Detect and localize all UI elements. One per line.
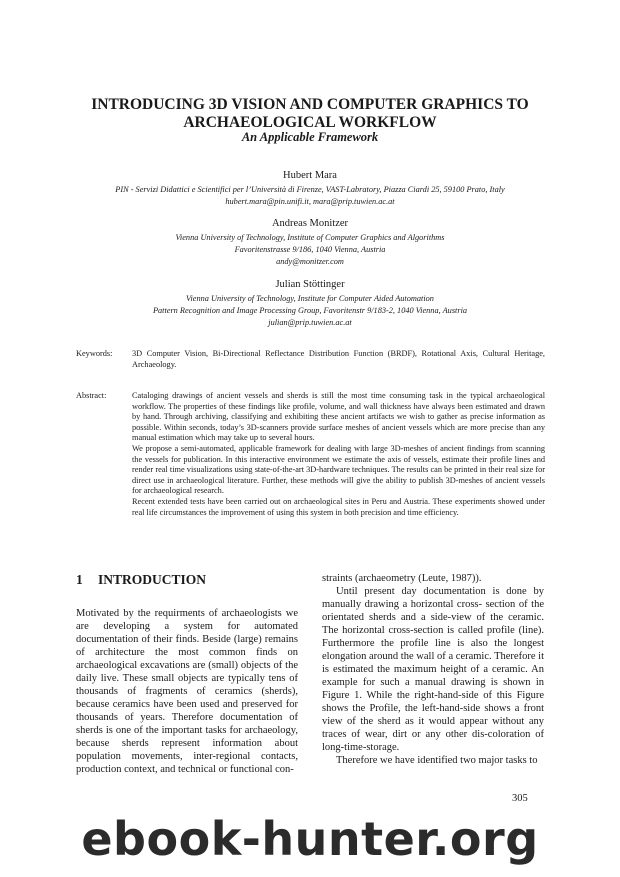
- body-right-column: [322, 572, 544, 767]
- section-number: 1: [76, 572, 83, 587]
- abstract-label: Abstract:: [76, 391, 107, 400]
- author-name: Julian Stöttinger: [275, 279, 345, 290]
- author-affiliation: PIN - Servizi Didattici e Scientifici per l’Università di Firenze, VAST-Labratory, Piazza Ciardi 25, 59100 Prato, Italy: [115, 185, 505, 194]
- paper-subtitle: An Applicable Framework: [241, 130, 379, 144]
- paper-title-line-2: ARCHAEOLOGICAL WORKFLOW: [183, 114, 437, 131]
- keywords-label: Keywords:: [76, 349, 113, 358]
- keywords-text: 3D Computer Vision, Bi-Directional Reflectance Distribution Function (BRDF), Rotational Axis, Cultural Heritage, Archaeology.: [132, 349, 545, 369]
- body-paragraph: Therefore we have identified two major tasks to: [336, 755, 538, 766]
- watermark: ebook-hunter.org: [81, 812, 539, 866]
- body-paragraph: straints (archaeometry (Leute, 1987)).: [322, 573, 482, 584]
- body-paragraph: Motivated by the requirments of archaeologists we are developing a system for automated documentation of their finds. Beside (large) remains of architecture the most common finds on archaeological excavations are (small) objects of the daily live. These small objects are typically tens of thousands of fragments of ceramics (sherds), because ceramics have been used and preserved for thousands of years. Therefore documentation of sherds is one of the important tasks for archaeology, because sherds represent information about population movements, inter-regional contacts, production context, and technical or functional con-: [76, 608, 298, 775]
- author-address: Pattern Recognition and Image Processing Group, Favoritenstr 9/183-2, 1040 Vienna, Austria: [152, 306, 468, 315]
- body-left-column: [76, 607, 298, 776]
- abstract-text: [132, 391, 545, 518]
- author-email: julian@prip.tuwien.ac.at: [268, 318, 352, 327]
- author-affiliation: Vienna University of Technology, Institute of Computer Graphics and Algorithms: [175, 233, 445, 242]
- body-paragraph: Until present day documentation is done by manually drawing a horizontal cross- section of the orientated sherds and a side-view of the ceramic. The horizontal cross-section is called profile (line). Furthermore the profile line is also the longest elongation around the wall of a ceramic. Therefore it is estimated the maximum height of a ceramic. An example for such a manual drawing is shown in Figure 1. While the right-hand-side of this Figure shows the Profile, the left-hand-side shows a front view of the sherd as it would appear without any traces of wear, dirt or any other dis-coloration of long-time-storage.: [322, 586, 544, 753]
- page-number: 305: [512, 793, 528, 804]
- author-affiliation: Vienna University of Technology, Institute for Computer Aided Automation: [186, 294, 434, 303]
- paper-title-line-1: INTRODUCING 3D VISION AND COMPUTER GRAPHICS TO: [91, 96, 529, 113]
- author-email: andy@monitzer.com: [276, 257, 344, 266]
- author-name: Andreas Monitzer: [271, 218, 349, 229]
- author-address: Favoritenstrasse 9/186, 1040 Vienna, Austria: [234, 245, 386, 254]
- section-heading: [76, 572, 206, 588]
- abstract-paragraph: We propose a semi-automated, applicable framework for dealing with large 3D-meshes of ancient findings from scanning the vessels for publication. In this interactive environment we estimate the axis of vessels, estimate their profile lines and render real time visualizations using state-of-the-art 3D-hardware techniques. The results can be printed in their real size for direct use in archaeological literature. Further, these methods will give the ability to publish 3D-meshes of ancient vessels for archaeological research.: [132, 443, 545, 496]
- abstract-paragraph: Recent extended tests have been carried out on archaeological sites in Peru and Austria. These experiments showed under real life circumstances the improvement of using this system in both precision and time efficiency.: [132, 496, 545, 517]
- abstract-paragraph: Cataloging drawings of ancient vessels and sherds is still the most time consuming task in the typical archaeological workflow. The properties of these findings like profile, volume, and wall thickness have always been estimated and drawn by hand. Through archiving, classifying and exhibiting these ancient artifacts we wish to gather as precise information as possible. Within seconds, today’s 3D-scanners provide surface meshes of ancient vessels which are more precise than any manual estimation which may take up to several hours.: [132, 391, 545, 443]
- author-email: hubert.mara@pin.unifi.it, mara@prip.tuwien.ac.at: [225, 197, 395, 206]
- section-title: INTRODUCTION: [98, 572, 207, 587]
- author-name: Hubert Mara: [283, 170, 337, 181]
